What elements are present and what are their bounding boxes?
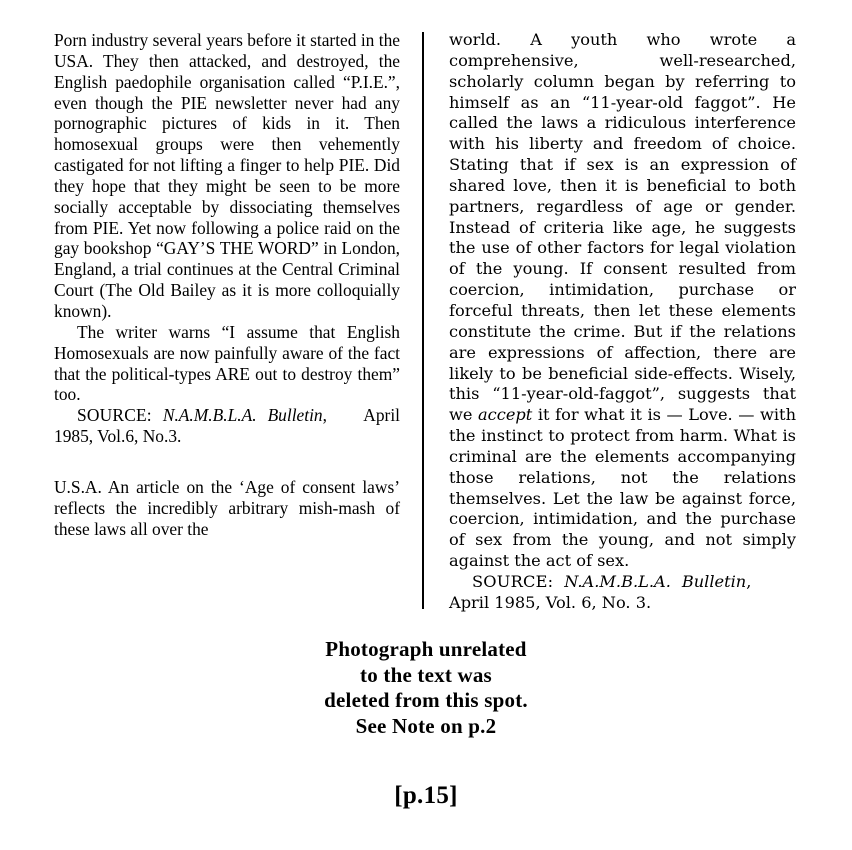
photo-deletion-note-line-4: See Note on p.2 (355, 713, 497, 738)
left-source-citation: April 1985, Vol.6, No.3. (54, 405, 400, 447)
left-source-comma: , (322, 405, 327, 426)
left-column-paragraph-2: The writer warns “I assume that English Homosexuals are now painfully aware of the fact that the political-types ARE out to destroy them” too. (54, 321, 400, 405)
right-column-paragraph-1-part2: it for what it is — Love. — with the instinct to protect from harm. What is criminal are the elements accompanying those relations, not the relations themselves. Let the law be against force, coercion, intimidation, and the purchase of sex from the young, and not simply against the act of sex. (449, 405, 796, 571)
right-source-title: Bulletin (681, 571, 747, 591)
left-column (54, 30, 400, 539)
left-column-paragraph-1: Porn industry several years before it started in the USA. They then attacked, and destroyed, the English paedophile organisation called “P.I.E.”, even though the PIE newsletter never had any pornographic pictures of kids in it. Then homosexual groups were then vehemently castigated for not lifting a finger to help PIE. Did they hope that they might be seen to be more socially acceptable by dissociating themselves from PIE. Yet now following a police raid on the gay bookshop “GAY’S THE WORD” in London, England, a trial continues at the Central Criminal Court (The Old Bailey as it is more colloquially known). (54, 30, 400, 321)
left-column-source-line (54, 405, 400, 447)
right-source-publication: N.A.M.B.L.A. (564, 571, 671, 591)
right-column-paragraph-1-part1: world. A youth who wrote a comprehensive, well-researched, scholarly column began by referring to himself as an “11-year-old faggot”. He called the laws a ridiculous interference with his liberty and freedom of choice. Stating that if sex is an expression of shared love, then it is beneficial to both partners, regardless of age or gender. Instead of criteria like age, he suggests the use of other factors for legal violation of the young. If consent resulted from coercion, intimidation, purchase or forceful threats, then let these elements constitute the crime. But if the relations are expressions of affection, there are likely to be beneficial side-effects. Wisely, this “11-year-old-faggot”, suggests that we (449, 30, 796, 425)
page-number: [p.15] (394, 782, 458, 809)
photo-deletion-note (0, 637, 852, 739)
left-source-publication: N.A.M.B.L.A. (162, 405, 257, 426)
right-source-label: SOURCE: (472, 571, 554, 591)
right-column (449, 30, 796, 614)
right-column-paragraph-1 (449, 30, 796, 572)
left-source-label: SOURCE: (77, 405, 152, 426)
column-divider-rule (422, 32, 424, 609)
right-column-emphasis-accept: accept (478, 405, 533, 425)
right-source-citation: April 1985, Vol. 6, No. 3. (449, 592, 652, 612)
photo-deletion-note-line-1: Photograph unrelated (325, 637, 527, 661)
right-source-comma: , (746, 571, 752, 591)
photo-deletion-note-line-3: deleted from this spot. (324, 688, 528, 712)
right-column-source-line (449, 572, 796, 614)
left-column-paragraph-3: U.S.A. An article on the ‘Age of consent laws’ reflects the incredibly arbitrary mish-mash of these laws all over the (54, 476, 400, 539)
photo-deletion-note-line-2: to the text was (360, 662, 492, 687)
left-source-title: Bulletin (267, 405, 323, 426)
